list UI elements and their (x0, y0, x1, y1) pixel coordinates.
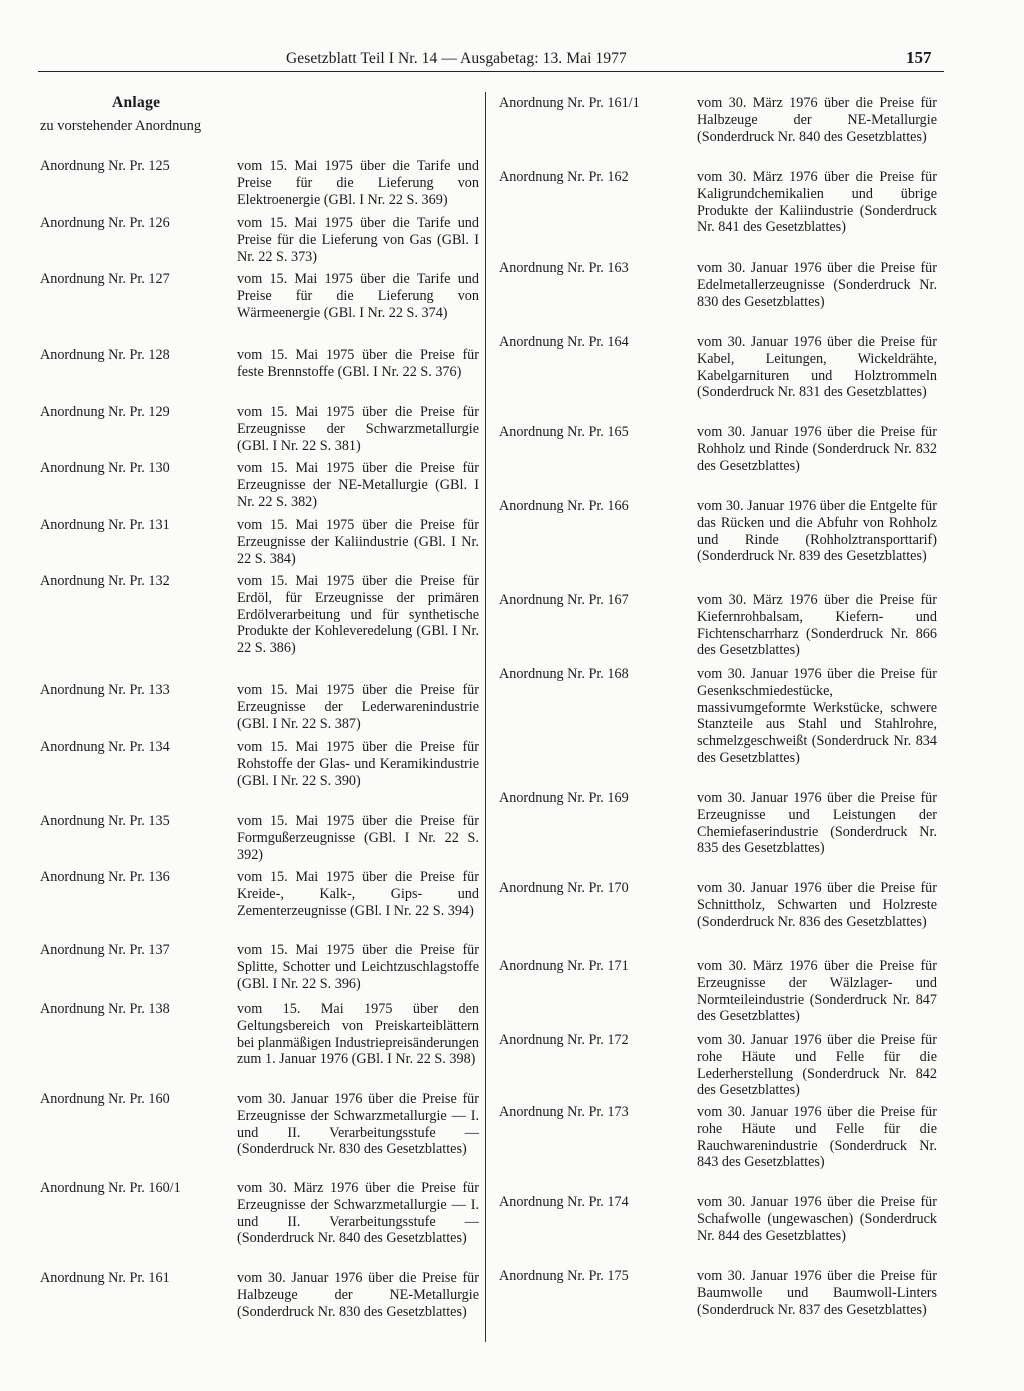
ordinance-number: Anordnung Nr. Pr. 130 (40, 460, 170, 476)
ordinance-description: vom 30. Januar 1976 über die Preise für Edelmetallerzeugnisse (Sonderdruck Nr. 830 des Gesetzblattes) (697, 260, 937, 310)
ordinance-description: vom 30. März 1976 über die Preise für Halbzeuge der NE-Metallurgie (Sonderdruck Nr. 840 des Gesetzblattes) (697, 95, 937, 145)
ordinance-number: Anordnung Nr. Pr. 135 (40, 813, 170, 829)
ordinance-description: vom 15. Mai 1975 über die Preise für Erzeugnisse der Lederwarenindustrie (GBl. I Nr. 22 S. 387) (237, 682, 479, 732)
ordinance-number: Anordnung Nr. Pr. 136 (40, 869, 170, 885)
ordinance-number: Anordnung Nr. Pr. 160/1 (40, 1180, 181, 1196)
ordinance-description: vom 15. Mai 1975 über die Tarife und Preise für die Lieferung von Elektroenergie (GBl. I Nr. 22 S. 369) (237, 158, 479, 208)
ordinance-description: vom 15. Mai 1975 über die Preise für Rohstoffe der Glas- und Keramikindustrie (GBl. I Nr. 22 S. 390) (237, 739, 479, 789)
ordinance-number: Anordnung Nr. Pr. 161/1 (499, 95, 640, 111)
ordinance-description: vom 30. Januar 1976 über die Preise für Gesenkschmiedestücke, massivumgeformte Werkstücke, schwere Stanzteile aus Stahl und Stahlrohre, schmelzgeschweißt (Sonderdruck Nr. 834 des Gesetzblattes) (697, 666, 937, 766)
anlage-title: Anlage (112, 94, 161, 111)
ordinance-description: vom 15. Mai 1975 über die Preise für feste Brennstoffe (GBl. I Nr. 22 S. 376) (237, 347, 479, 380)
ordinance-number: Anordnung Nr. Pr. 166 (499, 498, 629, 514)
ordinance-description: vom 15. Mai 1975 über die Preise für Erzeugnisse der NE-Metallurgie (GBl. I Nr. 22 S. 382) (237, 460, 479, 510)
ordinance-number: Anordnung Nr. Pr. 126 (40, 215, 170, 231)
ordinance-number: Anordnung Nr. Pr. 168 (499, 666, 629, 682)
ordinance-description: vom 30. Januar 1976 über die Preise für Kabel, Leitungen, Wickeldrähte, Kabelgarnituren und Holztrommeln (Sonderdruck Nr. 831 des Gesetzblattes) (697, 334, 937, 401)
ordinance-description: vom 30. Januar 1976 über die Preise für Baumwolle und Baumwoll-Linters (Sonderdruck Nr. 837 des Gesetzblattes) (697, 1268, 937, 1318)
ordinance-number: Anordnung Nr. Pr. 169 (499, 790, 629, 806)
ordinance-description: vom 15. Mai 1975 über die Preise für Erzeugnisse der Schwarzmetallurgie (GBl. I Nr. 22 S. 381) (237, 404, 479, 454)
ordinance-description: vom 15. Mai 1975 über die Preise für Erzeugnisse der Kaliindustrie (GBl. I Nr. 22 S. 384) (237, 517, 479, 567)
ordinance-number: Anordnung Nr. Pr. 128 (40, 347, 170, 363)
ordinance-number: Anordnung Nr. Pr. 137 (40, 942, 170, 958)
ordinance-description: vom 30. März 1976 über die Preise für Kaligrundchemikalien und übrige Produkte der Kaliindustrie (Sonderdruck Nr. 841 des Gesetzblattes) (697, 169, 937, 236)
ordinance-description: vom 30. Januar 1976 über die Preise für Schafwolle (ungewaschen) (Sonderdruck Nr. 844 des Gesetzblattes) (697, 1194, 937, 1244)
ordinance-number: Anordnung Nr. Pr. 160 (40, 1091, 170, 1107)
ordinance-description: vom 30. Januar 1976 über die Preise für Erzeugnisse und Leistungen der Chemiefaserindustrie (Sonderdruck Nr. 835 des Gesetzblattes) (697, 790, 937, 857)
ordinance-number: Anordnung Nr. Pr. 133 (40, 682, 170, 698)
ordinance-description: vom 30. März 1976 über die Preise für Erzeugnisse der Schwarzmetallurgie — I. und II. Verarbeitungsstufe — (Sonderdruck Nr. 840 des Gesetzblattes) (237, 1180, 479, 1247)
ordinance-description: vom 15. Mai 1975 über den Geltungsbereich von Preiskarteiblättern bei planmäßigen Industriepreisänderungen zum 1. Januar 1976 (GBl. I Nr. 22 S. 398) (237, 1001, 479, 1068)
ordinance-description: vom 30. Januar 1976 über die Preise für rohe Häute und Felle für die Lederherstellung (Sonderdruck Nr. 842 des Gesetzblattes) (697, 1032, 937, 1099)
ordinance-number: Anordnung Nr. Pr. 129 (40, 404, 170, 420)
ordinance-number: Anordnung Nr. Pr. 132 (40, 573, 170, 589)
header-title: Gesetzblatt Teil I Nr. 14 — Ausgabetag: 13. Mai 1977 (286, 50, 627, 67)
ordinance-number: Anordnung Nr. Pr. 134 (40, 739, 170, 755)
ordinance-description: vom 15. Mai 1975 über die Preise für Kreide-, Kalk-, Gips- und Zementerzeugnisse (GBl. I Nr. 22 S. 394) (237, 869, 479, 919)
ordinance-number: Anordnung Nr. Pr. 164 (499, 334, 629, 350)
ordinance-description: vom 15. Mai 1975 über die Preise für Formgußerzeugnisse (GBl. I Nr. 22 S. 392) (237, 813, 479, 863)
ordinance-number: Anordnung Nr. Pr. 125 (40, 158, 170, 174)
header-rule (38, 71, 944, 72)
ordinance-description: vom 30. Januar 1976 über die Preise für Erzeugnisse der Schwarzmetallurgie — I. und II. Verarbeitungsstufe — (Sonderdruck Nr. 830 des Gesetzblattes) (237, 1091, 479, 1158)
ordinance-number: Anordnung Nr. Pr. 161 (40, 1270, 170, 1286)
ordinance-number: Anordnung Nr. Pr. 173 (499, 1104, 629, 1120)
ordinance-number: Anordnung Nr. Pr. 127 (40, 271, 170, 287)
ordinance-description: vom 15. Mai 1975 über die Tarife und Preise für die Lieferung von Wärmeenergie (GBl. I Nr. 22 S. 374) (237, 271, 479, 321)
ordinance-number: Anordnung Nr. Pr. 174 (499, 1194, 629, 1210)
anlage-subtitle: zu vorstehender Anordnung (40, 118, 202, 134)
ordinance-description: vom 15. Mai 1975 über die Preise für Erdöl, für Erzeugnisse der primären Erdölverarbeitung und für synthetische Produkte der Kohleveredelung (GBl. I Nr. 22 S. 386) (237, 573, 479, 657)
ordinance-number: Anordnung Nr. Pr. 162 (499, 169, 629, 185)
ordinance-description: vom 30. März 1976 über die Preise für Kiefernrohbalsam, Kiefern- und Fichtenscharrharz (Sonderdruck Nr. 866 des Gesetzblattes) (697, 592, 937, 659)
ordinance-number: Anordnung Nr. Pr. 175 (499, 1268, 629, 1284)
ordinance-description: vom 15. Mai 1975 über die Tarife und Preise für die Lieferung von Gas (GBl. I Nr. 22 S. 373) (237, 215, 479, 265)
ordinance-description: vom 15. Mai 1975 über die Preise für Splitte, Schotter und Leichtzuschlagstoffe (GBl. I Nr. 22 S. 396) (237, 942, 479, 992)
ordinance-description: vom 30. Januar 1976 über die Preise für Schnittholz, Schwarten und Holzreste (Sonderdruck Nr. 836 des Gesetzblattes) (697, 880, 937, 930)
ordinance-number: Anordnung Nr. Pr. 163 (499, 260, 629, 276)
ordinance-description: vom 30. Januar 1976 über die Preise für rohe Häute und Felle für die Rauchwarenindustrie (Sonderdruck Nr. 843 des Gesetzblattes) (697, 1104, 937, 1171)
ordinance-number: Anordnung Nr. Pr. 138 (40, 1001, 170, 1017)
ordinance-description: vom 30. Januar 1976 über die Preise für Halbzeuge der NE-Metallurgie (Sonderdruck Nr. 830 des Gesetzblattes) (237, 1270, 479, 1320)
ordinance-description: vom 30. Januar 1976 über die Preise für Rohholz und Rinde (Sonderdruck Nr. 832 des Gesetzblattes) (697, 424, 937, 474)
page-number: 157 (906, 48, 932, 67)
ordinance-description: vom 30. Januar 1976 über die Entgelte für das Rücken und die Abfuhr von Rohholz und Rinde (Rohholztransporttarif) (Sonderdruck Nr. 839 des Gesetzblattes) (697, 498, 937, 565)
ordinance-number: Anordnung Nr. Pr. 172 (499, 1032, 629, 1048)
ordinance-number: Anordnung Nr. Pr. 131 (40, 517, 170, 533)
ordinance-number: Anordnung Nr. Pr. 167 (499, 592, 629, 608)
ordinance-number: Anordnung Nr. Pr. 170 (499, 880, 629, 896)
ordinance-description: vom 30. März 1976 über die Preise für Erzeugnisse der Wälzlager- und Normteileindustrie (Sonderdruck Nr. 847 des Gesetzblattes) (697, 958, 937, 1025)
ordinance-number: Anordnung Nr. Pr. 171 (499, 958, 629, 974)
column-divider (485, 92, 486, 1342)
ordinance-number: Anordnung Nr. Pr. 165 (499, 424, 629, 440)
